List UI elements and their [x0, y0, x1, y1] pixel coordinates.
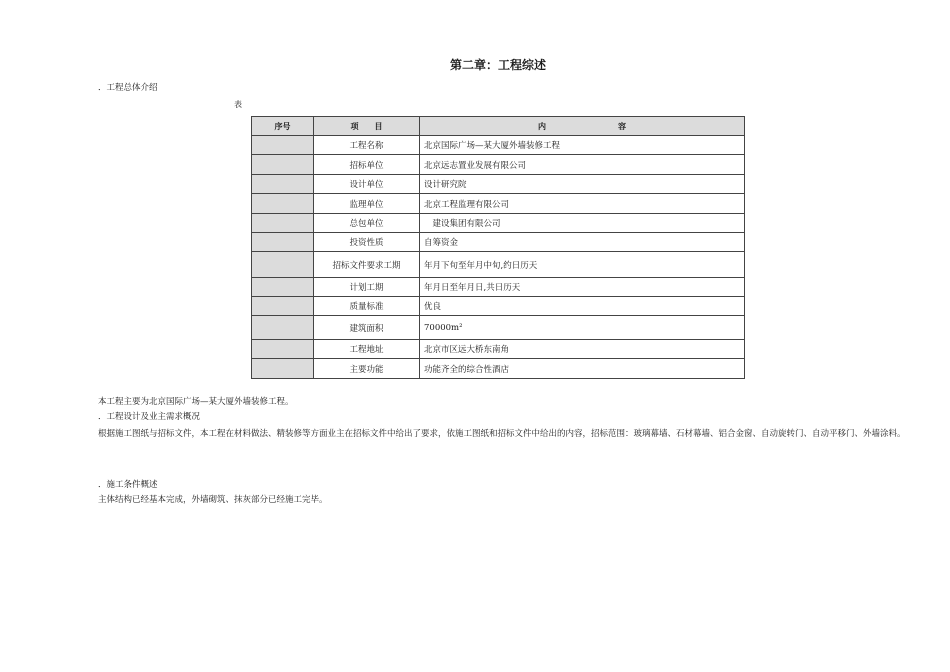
seq-cell [252, 316, 314, 340]
item-cell: 投资性质 [314, 233, 420, 252]
item-cell: 计划工期 [314, 278, 420, 297]
content-cell: 年月日至年月日,共日历天 [420, 278, 745, 297]
content-cell: 70000m² [420, 316, 745, 340]
content-cell: 年月下旬至年月中旬,约日历天 [420, 252, 745, 278]
content-cell: 北京远志置业发展有限公司 [420, 155, 745, 175]
seq-cell [252, 214, 314, 233]
content-cell: 设计研究院 [420, 175, 745, 194]
header-item: 项 目 [314, 117, 420, 136]
seq-cell [252, 175, 314, 194]
chapter-title: 第二章：工程综述 [449, 58, 546, 72]
table-row [252, 155, 745, 175]
table-row [252, 233, 745, 252]
seq-cell [252, 136, 314, 155]
item-cell: 工程名称 [314, 136, 420, 155]
conditions-paragraph: 主体结构已经基本完成，外墙砌筑、抹灰部分已经施工完毕。 [98, 495, 328, 505]
table-caption: 表 [234, 100, 242, 109]
table-row [252, 340, 745, 359]
content-cell: 北京市区远大桥东南角 [420, 340, 745, 359]
item-cell: 招标文件要求工期 [314, 252, 420, 278]
section-heading-conditions: ．施工条件概述 [98, 480, 158, 490]
item-cell: 建筑面积 [314, 316, 420, 340]
design-paragraph: 根据施工图纸与招标文件，本工程在材料做法、精装修等方面业主在招标文件中给出了要求，依施工图纸和招标文件中给出的内容，招标范围：玻璃幕墙、石材幕墙、铝合金窗、自动旋转门、自动平移门、外墙涂料。 [98, 429, 906, 439]
table-row [252, 297, 745, 316]
summary-text: 本工程主要为北京国际广场—某大厦外墙装修工程。 [98, 397, 294, 407]
table-row [252, 278, 745, 297]
seq-cell [252, 340, 314, 359]
item-cell: 监理单位 [314, 194, 420, 214]
content-cell: 功能齐全的综合性酒店 [420, 359, 745, 379]
section-heading-design: ．工程设计及业主需求概况 [98, 412, 201, 422]
seq-cell [252, 252, 314, 278]
item-cell: 设计单位 [314, 175, 420, 194]
header-content: 内 容 [420, 117, 745, 136]
item-cell: 质量标准 [314, 297, 420, 316]
table-row [252, 175, 745, 194]
seq-cell [252, 359, 314, 379]
content-cell: 北京国际广场—某大厦外墙装修工程 [420, 136, 745, 155]
item-cell: 主要功能 [314, 359, 420, 379]
seq-cell [252, 278, 314, 297]
seq-cell [252, 194, 314, 214]
seq-cell [252, 155, 314, 175]
content-cell: 优良 [420, 297, 745, 316]
seq-cell [252, 233, 314, 252]
item-cell: 招标单位 [314, 155, 420, 175]
table-row [252, 252, 745, 278]
header-seq: 序号 [252, 117, 314, 136]
table-row [252, 359, 745, 379]
item-cell: 总包单位 [314, 214, 420, 233]
table-row [252, 194, 745, 214]
table-row [252, 136, 745, 155]
seq-cell [252, 297, 314, 316]
content-cell: 北京工程监理有限公司 [420, 194, 745, 214]
section-heading-overview: ．工程总体介绍 [98, 83, 158, 93]
item-cell: 工程地址 [314, 340, 420, 359]
table-row [252, 316, 745, 340]
project-info-table [251, 116, 745, 379]
table-header-row [252, 117, 745, 136]
content-cell: 自筹资金 [420, 233, 745, 252]
content-cell: 建设集团有限公司 [420, 214, 745, 233]
table-row [252, 214, 745, 233]
